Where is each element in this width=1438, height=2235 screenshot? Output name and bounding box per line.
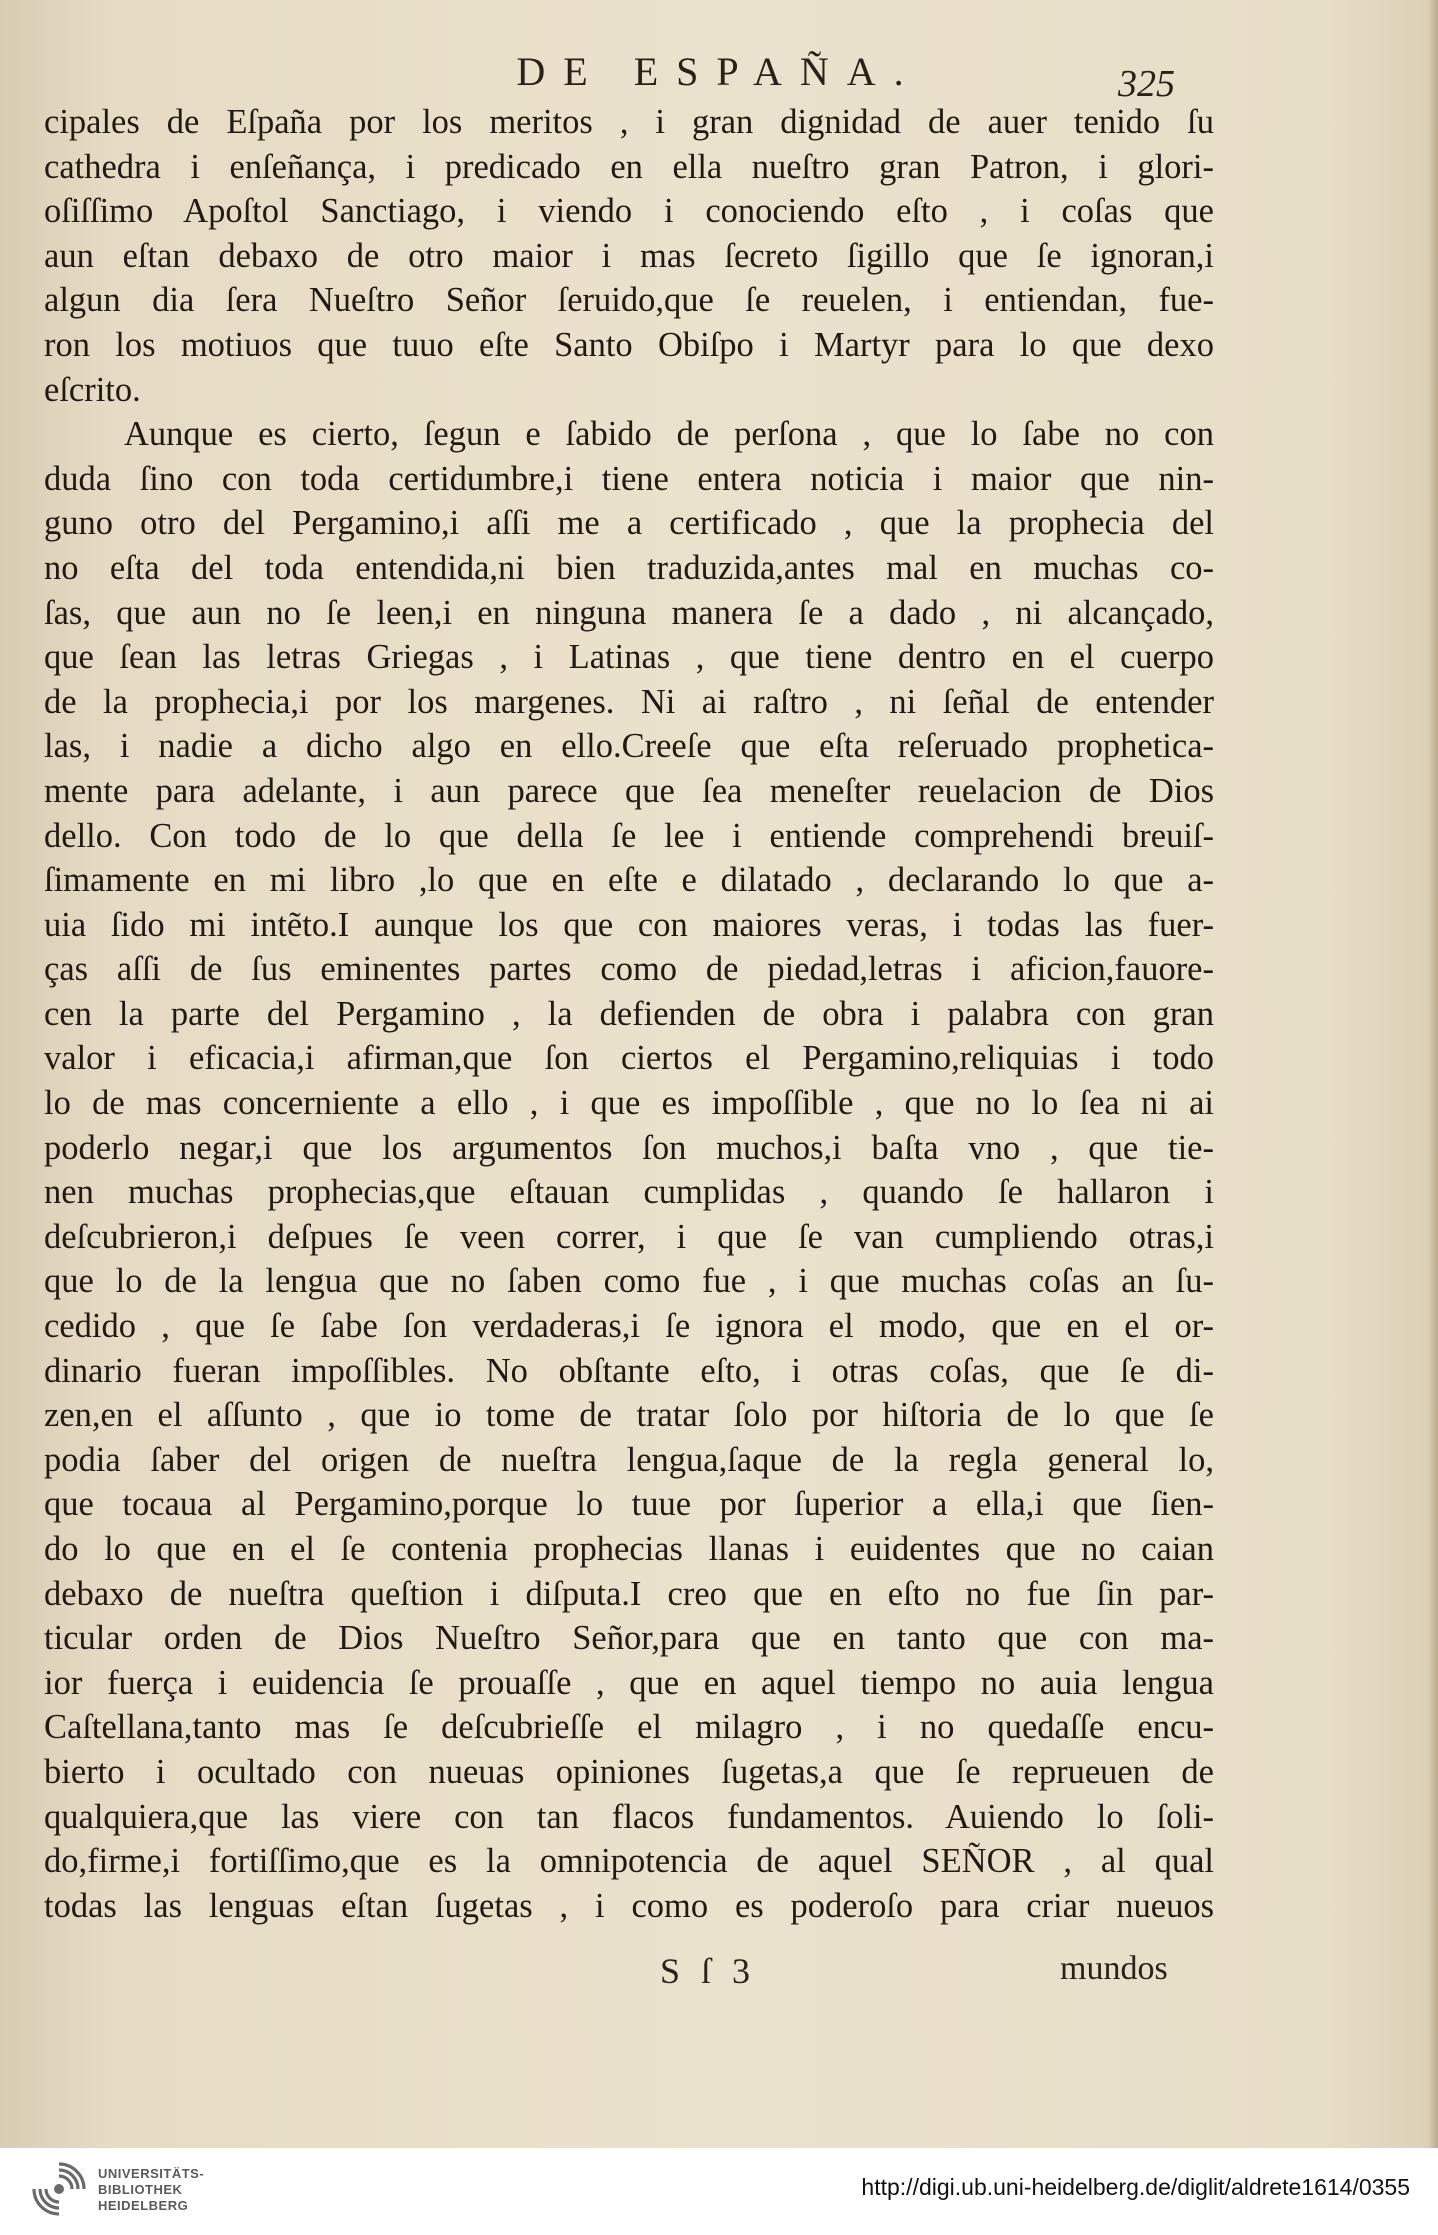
library-name [98, 2166, 204, 2214]
running-head: DE ESPAÑA. [516, 49, 922, 94]
text-line: dinario fueran impoſſibles. No obſtante eſto, i otras coſas, que ſe di- [44, 1351, 1214, 1390]
text-line: Caſtellana,tanto mas ſe deſcubrieſſe el milagro , i no quedaſſe encu- [44, 1708, 1214, 1747]
text-line: ças aſſi de ſus eminentes partes como de piedad,letras i aficion,fauore- [44, 950, 1214, 989]
university-library-logo-icon [28, 2158, 90, 2220]
text-line: ſas, que aun no ſe leen,i en ninguna manera ſe a dado , ni alcançado, [44, 593, 1214, 632]
text-line: zen,en el aſſunto , que io tome de tratar ſolo por hiſtoria de lo que ſe [44, 1396, 1214, 1435]
text-line: ticular orden de Dios Nueſtro Señor,para que en tanto que con ma- [44, 1619, 1214, 1658]
library-name-line: BIBLIOTHEK [98, 2182, 183, 2197]
text-line: uia ſido mi intẽto.I aunque los que con maiores veras, i todas las fuer- [44, 905, 1214, 944]
text-line: que tocaua al Pergamino,porque lo tuue por ſuperior a ella,i que ſien- [44, 1485, 1214, 1524]
text-line: podia ſaber del origen de nueſtra lengua,ſaque de la regla general lo, [44, 1440, 1214, 1479]
text-line: cen la parte del Pergamino , la defienden de obra i palabra con gran [44, 994, 1214, 1033]
text-line: las, i nadie a dicho algo en ello.Creeſe que eſta reſeruado prophetica- [44, 727, 1214, 766]
text-line: no eſta del toda entendida,ni bien traduzida,antes mal en muchas co- [44, 548, 1214, 587]
text-line: do,firme,i fortiſſimo,que es la omnipotencia de aquel SEÑOR , al qual [44, 1842, 1214, 1881]
text-line: ior fuerça i euidencia ſe prouaſſe , que en aquel tiempo no auia lengua [44, 1663, 1214, 1702]
library-name-line: HEIDELBERG [98, 2198, 189, 2213]
text-line: que lo de la lengua que no ſaben como fue , i que muchas coſas an ſu- [44, 1262, 1214, 1301]
text-line: guno otro del Pergamino,i aſſi me a certificado , que la prophecia del [44, 504, 1214, 543]
text-line: que ſean las letras Griegas , i Latinas , que tiene dentro en el cuerpo [44, 638, 1214, 677]
text-line: oſiſſimo Apoſtol Sanctiago, i viendo i conociendo eſto , i coſas que [44, 192, 1214, 231]
text-line: todas las lenguas eſtan ſugetas , i como es poderoſo para criar nueuos [44, 1886, 1214, 1925]
body-text [44, 100, 1214, 1928]
text-line: nen muchas prophecias,que eſtauan cumplidas , quando ſe hallaron i [44, 1173, 1214, 1212]
text-line: ſimamente en mi libro ,lo que en eſte e dilatado , declarando lo que a- [44, 861, 1214, 900]
text-line: eſcrito. [44, 370, 141, 409]
text-line: Aunque es cierto, ſegun e ſabido de perſona , que lo ſabe no con [124, 415, 1214, 454]
text-line: valor i eficacia,i afirman,que ſon ciertos el Pergamino,reliquias i todo [44, 1039, 1214, 1078]
text-line: cipales de Eſpaña por los meritos , i gran dignidad de auer tenido ſu [44, 103, 1214, 141]
text-line: dello. Con todo de lo que della ſe lee i entiende comprehendi breuiſ- [44, 816, 1214, 855]
permalink-url[interactable]: http://digi.ub.uni-heidelberg.de/diglit/aldrete1614/0355 [861, 2174, 1410, 2200]
text-line: poderlo negar,i que los argumentos ſon muchos,i baſta vno , que tie- [44, 1128, 1214, 1167]
text-line: lo de mas concerniente a ello , i que es impoſſible , que no lo ſea ni ai [44, 1084, 1214, 1123]
text-line: deſcubrieron,i deſpues ſe veen correr, i que ſe van cumpliendo otras,i [44, 1217, 1214, 1256]
text-line: aun eſtan debaxo de otro maior i mas ſecreto ſigillo que ſe ignoran,i [44, 236, 1214, 275]
signature-mark: S ſ 3 [660, 1951, 757, 1991]
text-line: cathedra i enſeñança, i predicado en ella nueſtro gran Patron, i glori- [44, 147, 1214, 186]
library-name-line: UNIVERSITÄTS- [98, 2166, 205, 2181]
text-line: mente para adelante, i aun parece que ſea meneſter reuelacion de Dios [44, 771, 1214, 810]
text-line: ron los motiuos que tuuo eſte Santo Obiſpo i Martyr para lo que dexo [44, 325, 1214, 364]
page-number: 325 [1118, 63, 1175, 105]
text-line: de la prophecia,i por los margenes. Ni ai raſtro , ni ſeñal de entender [44, 682, 1214, 721]
text-line: debaxo de nueſtra queſtion i diſputa.I creo que en eſto no fue ſin par- [44, 1574, 1214, 1613]
text-line: duda ſino con toda certidumbre,i tiene entera noticia i maior que nin- [44, 459, 1214, 498]
text-line: do lo que en el ſe contenia prophecias llanas i euidentes que no caian [44, 1530, 1214, 1568]
text-line: bierto i ocultado con nueuas opiniones ſugetas,a que ſe reprueuen de [44, 1752, 1214, 1791]
text-line: qualquiera,que las viere con tan flacos fundamentos. Auiendo lo ſoli- [44, 1797, 1214, 1836]
text-line: cedido , que ſe ſabe ſon verdaderas,i ſe ignora el modo, que en el or- [44, 1307, 1214, 1346]
text-line: algun dia ſera Nueſtro Señor ſeruido,que ſe reuelen, i entiendan, fue- [44, 281, 1214, 320]
catchword: mundos [1060, 1950, 1168, 1987]
